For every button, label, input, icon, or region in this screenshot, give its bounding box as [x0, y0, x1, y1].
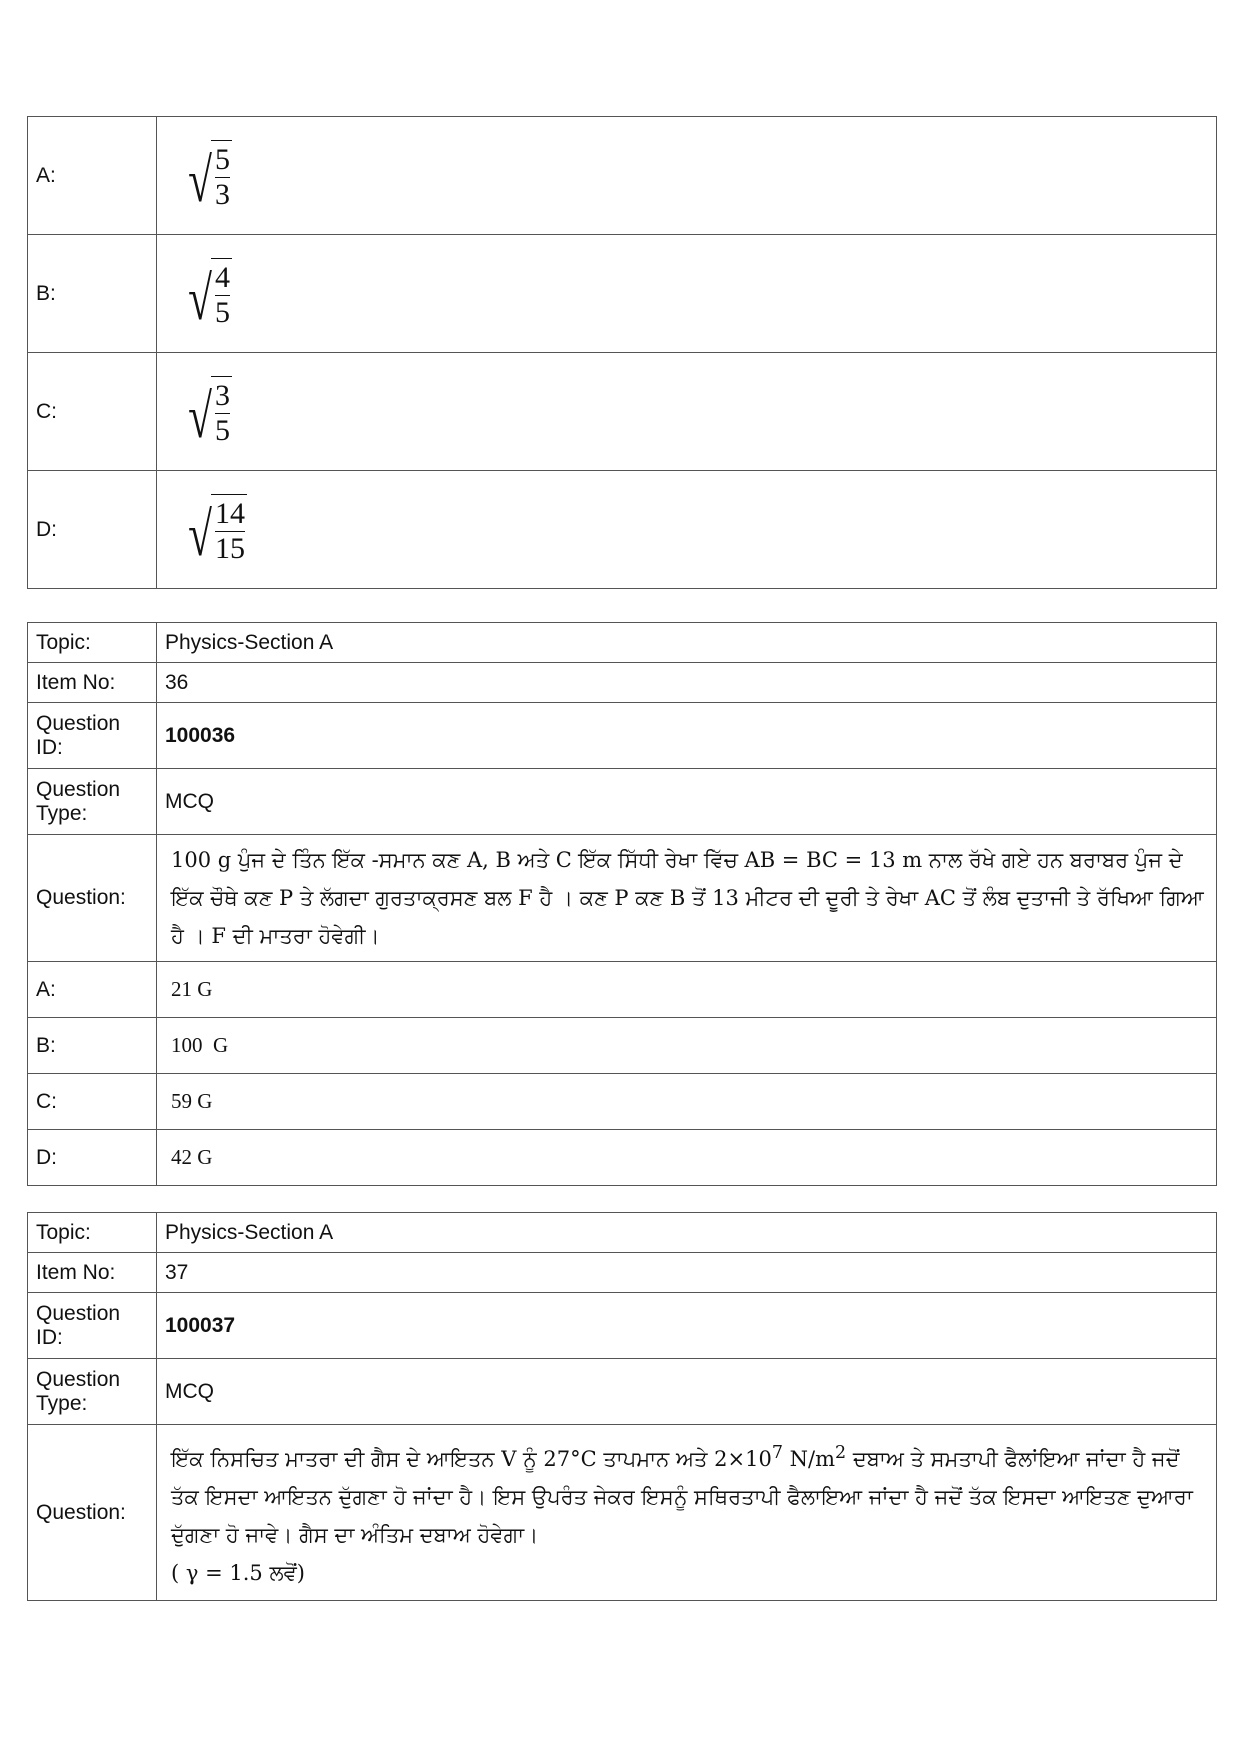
topic-value: Physics-Section A [157, 1213, 1217, 1253]
option-value[interactable]: 59 G [157, 1074, 1217, 1130]
question-36-table [27, 622, 1217, 1186]
numerator: 3 [215, 378, 231, 412]
option-row-b [28, 235, 1217, 353]
option-label: C: [28, 1074, 157, 1130]
option-row-b [28, 1018, 1217, 1074]
question-37-table [27, 1212, 1217, 1601]
question-text-part: ਇੱਕ ਨਿਸਚਿਤ ਮਾਤਰਾ ਦੀ ਗੈਸ ਦੇ ਆਇਤਨ V ਨੂੰ 27°C ਤਾਪਮਾਨ ਅਤੇ 2×10 [171, 1446, 772, 1471]
option-label: D: [28, 1130, 157, 1186]
option-row-a [28, 962, 1217, 1018]
question-id-value: 100037 [157, 1293, 1217, 1359]
question-note: ( γ = 1.5 ਲਵੋਂ) [171, 1560, 305, 1585]
exponent: 2 [835, 1442, 847, 1463]
item-no-value: 37 [157, 1253, 1217, 1293]
option-value[interactable] [157, 235, 1217, 353]
option-row-c [28, 353, 1217, 471]
denominator: 5 [215, 295, 231, 329]
item-no-value: 36 [157, 663, 1217, 703]
sqrt-fraction: √ $\frac{3}{5}$ [183, 376, 232, 448]
numerator: 5 [215, 142, 231, 176]
question-label: Question: [28, 1425, 157, 1601]
option-label: D: [28, 471, 157, 589]
topic-label: Topic: [28, 623, 157, 663]
question-id-value: 100036 [157, 703, 1217, 769]
numerator: 4 [215, 260, 231, 294]
option-value[interactable]: 21 G [157, 962, 1217, 1018]
question-text [157, 1425, 1217, 1601]
option-label: B: [28, 235, 157, 353]
question-type-label: Question Type: [28, 1359, 157, 1425]
option-row-d [28, 1130, 1217, 1186]
option-value[interactable] [157, 471, 1217, 589]
prev-options-table [27, 116, 1217, 589]
question-id-label: Question ID: [28, 703, 157, 769]
topic-label: Topic: [28, 1213, 157, 1253]
numerator: 14 [215, 496, 246, 530]
denominator: 3 [215, 177, 231, 211]
option-row-c [28, 1074, 1217, 1130]
option-label: A: [28, 962, 157, 1018]
sqrt-fraction: √ $\frac{5}{3}$ [183, 140, 232, 212]
denominator: 15 [215, 531, 246, 565]
option-label: C: [28, 353, 157, 471]
option-value[interactable] [157, 117, 1217, 235]
item-no-label: Item No: [28, 663, 157, 703]
topic-value: Physics-Section A [157, 623, 1217, 663]
question-text: 100 g ਪੁੰਜ ਦੇ ਤਿੰਨ ਇੱਕ -ਸਮਾਨ ਕਣ A, B ਅਤੇ C ਇੱਕ ਸਿੱਧੀ ਰੇਖਾ ਵਿੱਚ AB = BC = 13 m ਨਾਲ ਰੱਖੇ ਗਏ ਹਨ ਬਰਾਬਰ ਪੁੰਜ ਦੇ ਇੱਕ ਚੌਥੇ ਕਣ P ਤੇ ਲੱਗਦਾ ਗੁਰਤਾਕ੍ਰਸਣ ਬਲ F ਹੈ । ਕਣ P ਕਣ B ਤੋਂ 13 ਮੀਟਰ ਦੀ ਦੂਰੀ ਤੇ ਰੇਖਾ AC ਤੋਂ ਲੰਬ ਦੁਤਾਜੀ ਤੇ ਰੱਖਿਆ ਗਿਆ ਹੈ । F ਦੀ ਮਾਤਰਾ ਹੋਵੇਗੀ। [157, 835, 1217, 962]
option-row-d [28, 471, 1217, 589]
item-no-label: Item No: [28, 1253, 157, 1293]
question-text-part: N/m [782, 1446, 835, 1471]
question-label: Question: [28, 835, 157, 962]
option-label: B: [28, 1018, 157, 1074]
question-type-value: MCQ [157, 769, 1217, 835]
exponent: 7 [771, 1442, 783, 1463]
denominator: 5 [215, 413, 231, 447]
question-type-label: Question Type: [28, 769, 157, 835]
question-type-value: MCQ [157, 1359, 1217, 1425]
option-value[interactable] [157, 353, 1217, 471]
sqrt-fraction: √ $\frac{14}{15}$ [183, 494, 247, 566]
sqrt-fraction: √ $\frac{4}{5}$ [183, 258, 232, 330]
question-text-part: ਦਬਾਅ ਤੇ ਸਮਤਾਪੀ ਫੈਲਾਂਇਆ ਜਾਂਦਾ ਹੈ ਜਦੋਂ ਤੱਕ ਇਸਦਾ ਆਇਤਨ ਦੁੱਗਣਾ ਹੋ ਜਾਂਦਾ ਹੈ। ਇਸ ਉਪਰੰਤ ਜੇਕਰ ਇਸਨੂੰ ਸਥਿਰਤਾਪੀ ਫੈਲਾਇਆ ਜਾਂਦਾ ਹੈ ਜਦੋਂ ਤੱਕ ਇਸਦਾ ਆਇਤਣ ਦੁਆਰਾ ਦੁੱਗਣਾ ਹੋ ਜਾਵੇ। ਗੈਸ ਦਾ ਅੰਤਿਮ ਦਬਾਅ ਹੋਵੇਗਾ। [171, 1446, 1193, 1547]
option-label: A: [28, 117, 157, 235]
option-value[interactable]: 42 G [157, 1130, 1217, 1186]
option-row-a [28, 117, 1217, 235]
question-id-label: Question ID: [28, 1293, 157, 1359]
option-value[interactable]: 100 G [157, 1018, 1217, 1074]
